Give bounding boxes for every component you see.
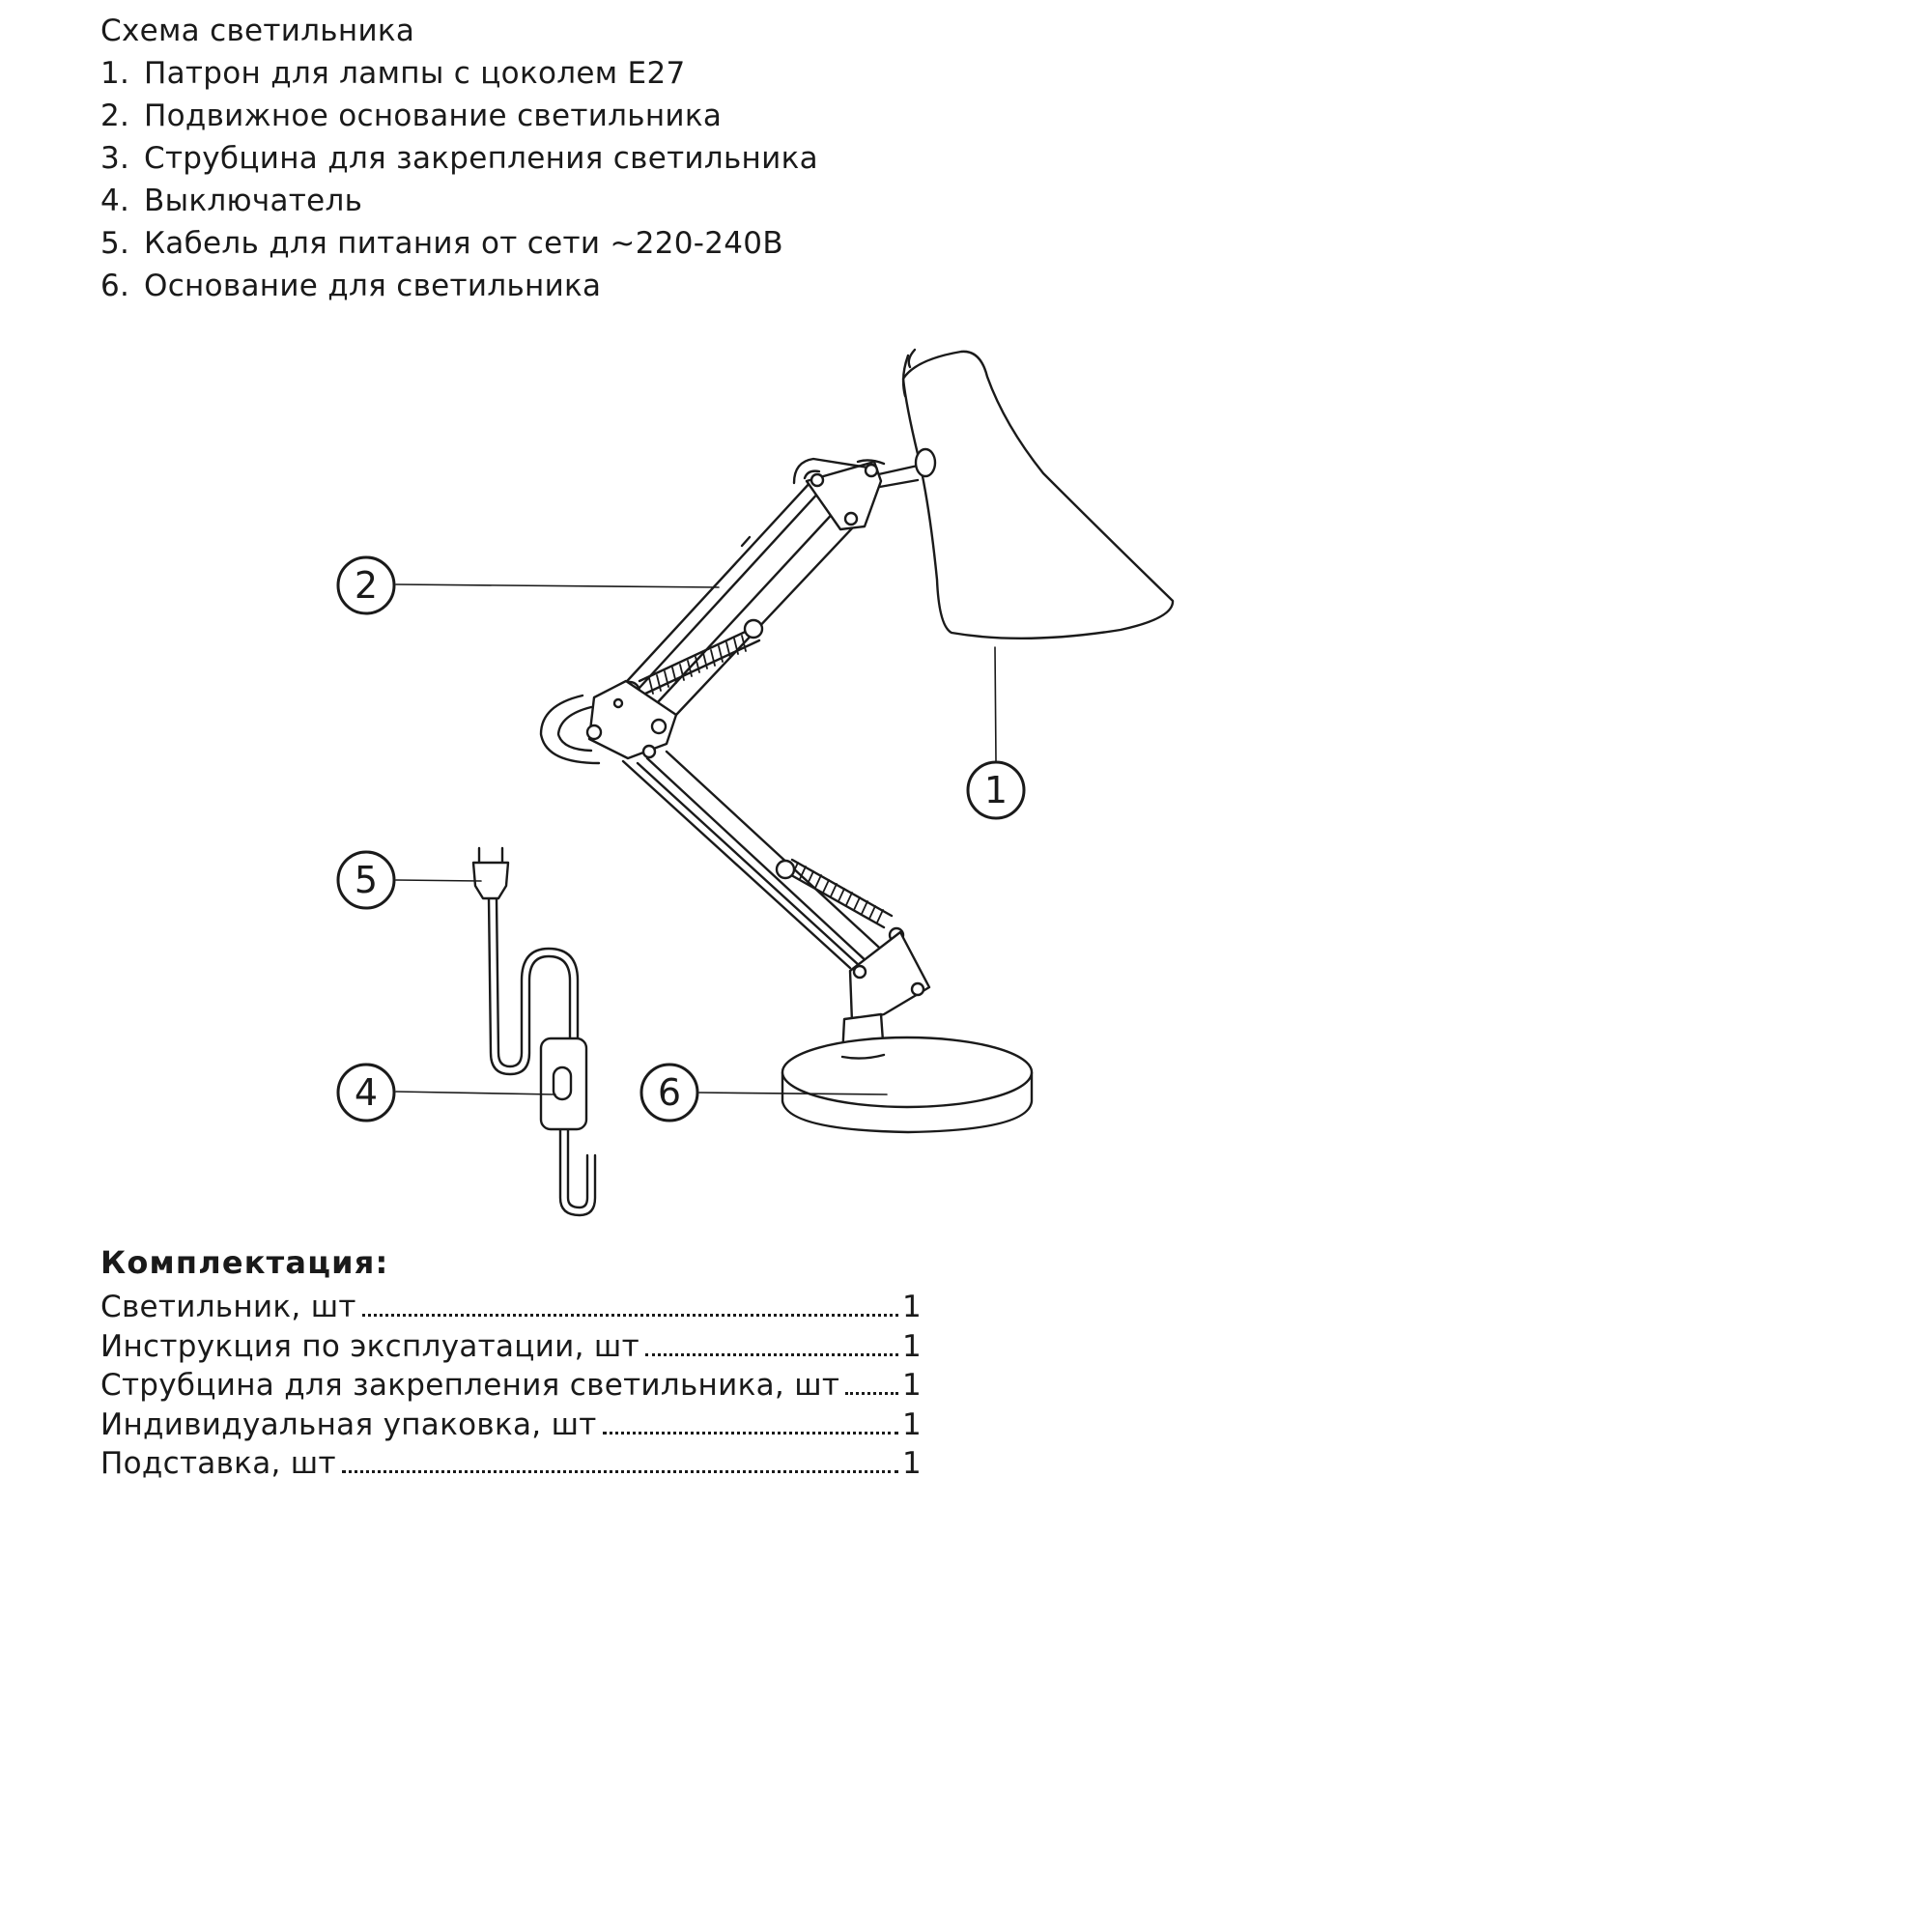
kit-list: [100, 1288, 922, 1484]
list-item: 5. Кабель для питания от сети ~220-240В: [100, 222, 818, 265]
part-label: Подвижное основание светильника: [144, 99, 723, 133]
callout-number: 4: [354, 1071, 379, 1114]
callout-number: 6: [657, 1071, 682, 1114]
kit-item-qty: 1: [901, 1290, 922, 1324]
list-item: 3. Струбцина для закрепления светильника: [100, 137, 818, 180]
list-item: [100, 1288, 922, 1327]
power-plug-icon: [473, 848, 508, 898]
kit-item-qty: 1: [901, 1328, 922, 1364]
kit-item-label: Светильник, шт: [100, 1290, 356, 1324]
lower-arm: [623, 752, 889, 968]
callout-4: [338, 1065, 394, 1121]
dot-leader: [362, 1314, 898, 1317]
list-item: [100, 1327, 922, 1367]
part-label: Струбцина для закрепления светильника: [144, 141, 818, 176]
kit-item-label: Инструкция по эксплуатации, шт: [100, 1328, 639, 1364]
kit-item-qty: 1: [901, 1406, 922, 1442]
list-item: [100, 1444, 922, 1484]
bottom-bracket: [850, 932, 929, 1022]
kit-item-label: Индивидуальная упаковка, шт: [100, 1406, 597, 1442]
part-label: Патрон для лампы с цоколем Е27: [144, 56, 686, 91]
list-item: 6. Основание для светильника: [100, 265, 818, 307]
kit-item-qty: 1: [901, 1446, 922, 1481]
package-contents-section: [100, 1241, 922, 1484]
power-switch: [541, 1038, 586, 1129]
callout-5: [338, 852, 394, 908]
dot-leader: [645, 1353, 898, 1356]
middle-joint: [541, 681, 676, 763]
callout-6: [641, 1065, 697, 1121]
lamp-shade: [903, 350, 1173, 639]
part-label: Основание для светильника: [144, 269, 602, 303]
list-item: 2. Подвижное основание светильника: [100, 95, 818, 137]
scheme-title: Схема светильника: [100, 14, 415, 48]
list-item: 4. Выключатель: [100, 180, 818, 222]
callout-number: 2: [354, 564, 379, 607]
kit-item-label: Струбцина для закрепления светильника, шт: [100, 1368, 840, 1403]
callout-number: 5: [354, 859, 379, 901]
callout-2: [338, 557, 394, 613]
kit-item-label: Подставка, шт: [100, 1446, 336, 1481]
callout-1: [968, 762, 1024, 818]
part-label: Кабель для питания от сети ~220-240В: [144, 226, 783, 261]
list-item: [100, 1366, 922, 1406]
top-bracket: [794, 459, 884, 529]
callout-number: 1: [983, 769, 1009, 811]
list-item: 1. Патрон для лампы с цоколем Е27: [100, 52, 818, 95]
dot-leader: [845, 1392, 898, 1395]
lamp-base: [782, 1014, 1032, 1132]
dot-leader: [603, 1432, 898, 1435]
dot-leader: [342, 1470, 898, 1473]
kit-item-qty: 1: [901, 1368, 922, 1403]
part-label: Выключатель: [144, 184, 363, 218]
kit-title: Комплектация:: [100, 1244, 389, 1281]
list-item: [100, 1406, 922, 1445]
